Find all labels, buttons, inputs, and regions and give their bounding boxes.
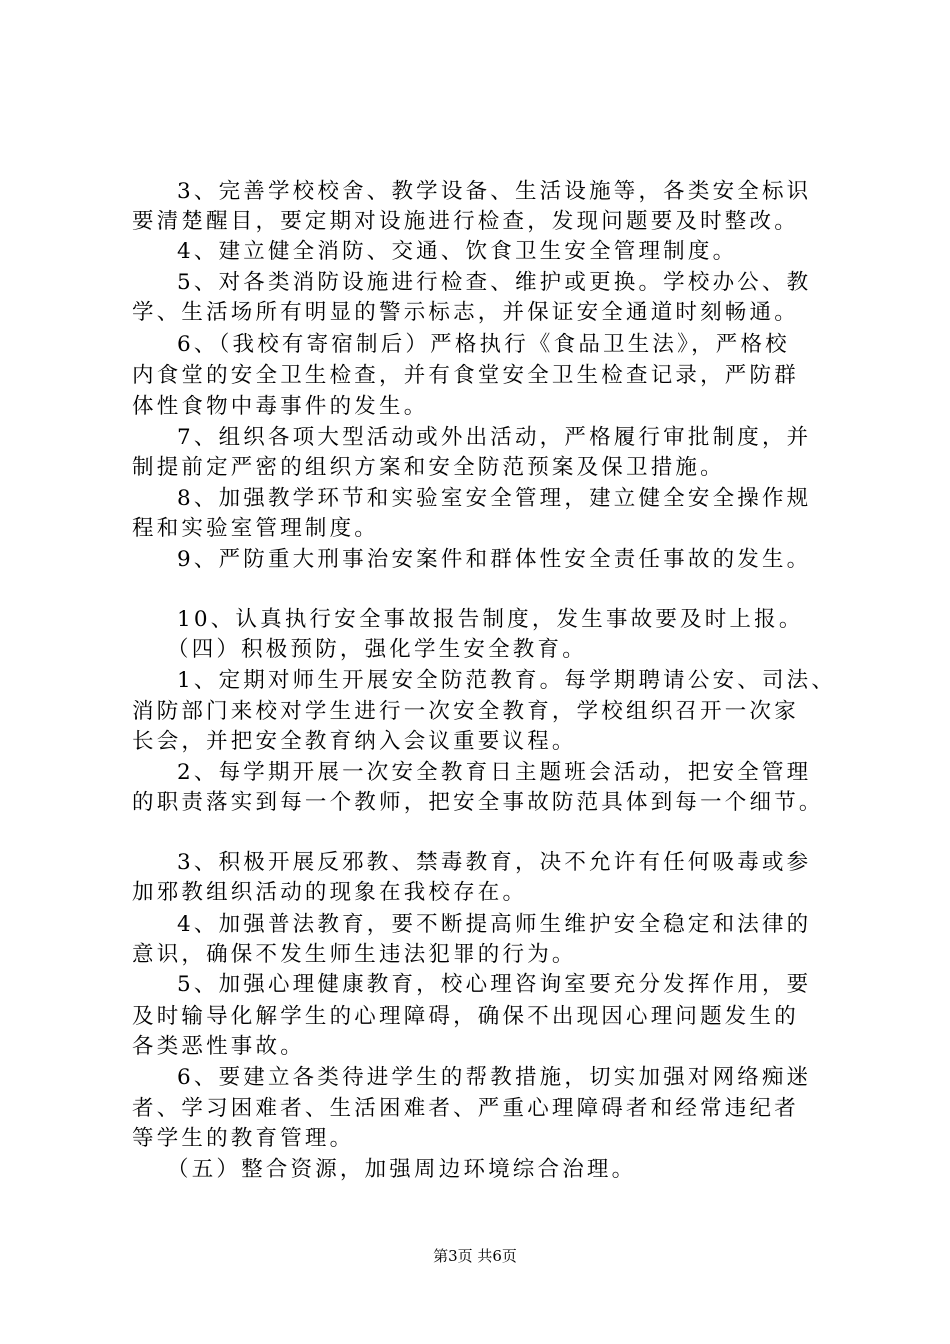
text-line: 4、建立健全消防、交通、饮食卫生安全管理制度。 (177, 239, 738, 264)
section-heading: （五）整合资源，加强周边环境综合治理。 (167, 1157, 637, 1182)
text-line: 体性食物中毒事件的发生。 (132, 394, 429, 419)
text-line: 8、加强教学环节和实验室安全管理，建立健全安全操作规 (177, 486, 812, 511)
text-line: 4、加强普法教育，要不断提高师生维护安全稳定和法律的 (177, 912, 812, 937)
text-line: 5、加强心理健康教育，校心理咨询室要充分发挥作用，要 (177, 972, 812, 997)
text-line: 2、每学期开展一次安全教育日主题班会活动，把安全管理 (177, 760, 812, 785)
text-line: 制提前定严密的组织方案和安全防范预案及保卫措施。 (132, 455, 725, 480)
text-line: 加邪教组织活动的现象在我校存在。 (132, 880, 528, 905)
text-line: 6、要建立各类待进学生的帮教措施，切实加强对网络痴迷 (177, 1065, 812, 1090)
text-line: 者、学习困难者、生活困难者、严重心理障碍者和经常违纪者 (132, 1096, 799, 1121)
text-line: 各类恶性事故。 (132, 1034, 305, 1059)
text-line: 等学生的教育管理。 (132, 1126, 355, 1151)
text-line: 程和实验室管理制度。 (132, 516, 380, 541)
text-line: 意识，确保不发生师生违法犯罪的行为。 (132, 942, 577, 967)
text-line: 6、（我校有寄宿制后）严格执行《食品卫生法》，严格校 (177, 332, 790, 357)
text-line: 及时输导化解学生的心理障碍，确保不出现因心理问题发生的 (132, 1004, 799, 1029)
text-line: 要清楚醒目，要定期对设施进行检查，发现问题要及时整改。 (132, 209, 799, 234)
text-line: 长会，并把安全教育纳入会议重要议程。 (132, 729, 577, 754)
page-footer: 第3页 共6页 (433, 1247, 517, 1265)
text-line: 7、组织各项大型活动或外出活动，严格履行审批制度，并 (177, 425, 812, 450)
section-heading: （四）积极预防，强化学生安全教育。 (167, 637, 587, 662)
text-line: 10、认真执行安全事故报告制度，发生事故要及时上报。 (177, 607, 804, 632)
text-line: 内食堂的安全卫生检查，并有食堂安全卫生检查记录，严防群 (132, 363, 799, 388)
text-line: 1、定期对师生开展安全防范教育。每学期聘请公安、司法、 (177, 668, 837, 693)
text-line: 9、严防重大刑事治安案件和群体性安全责任事故的发生。 (177, 547, 812, 572)
text-line: 的职责落实到每一个教师，把安全事故防范具体到每一个细节。 (132, 790, 824, 815)
text-line: 5、对各类消防设施进行检查、维护或更换。学校办公、教 (177, 270, 812, 295)
text-line: 3、积极开展反邪教、禁毒教育，决不允许有任何吸毒或参 (177, 850, 812, 875)
text-line: 3、完善学校校舍、教学设备、生活设施等，各类安全标识 (177, 179, 812, 204)
text-line: 消防部门来校对学生进行一次安全教育，学校组织召开一次家 (132, 699, 799, 724)
text-line: 学、生活场所有明显的警示标志，并保证安全通道时刻畅通。 (132, 300, 799, 325)
